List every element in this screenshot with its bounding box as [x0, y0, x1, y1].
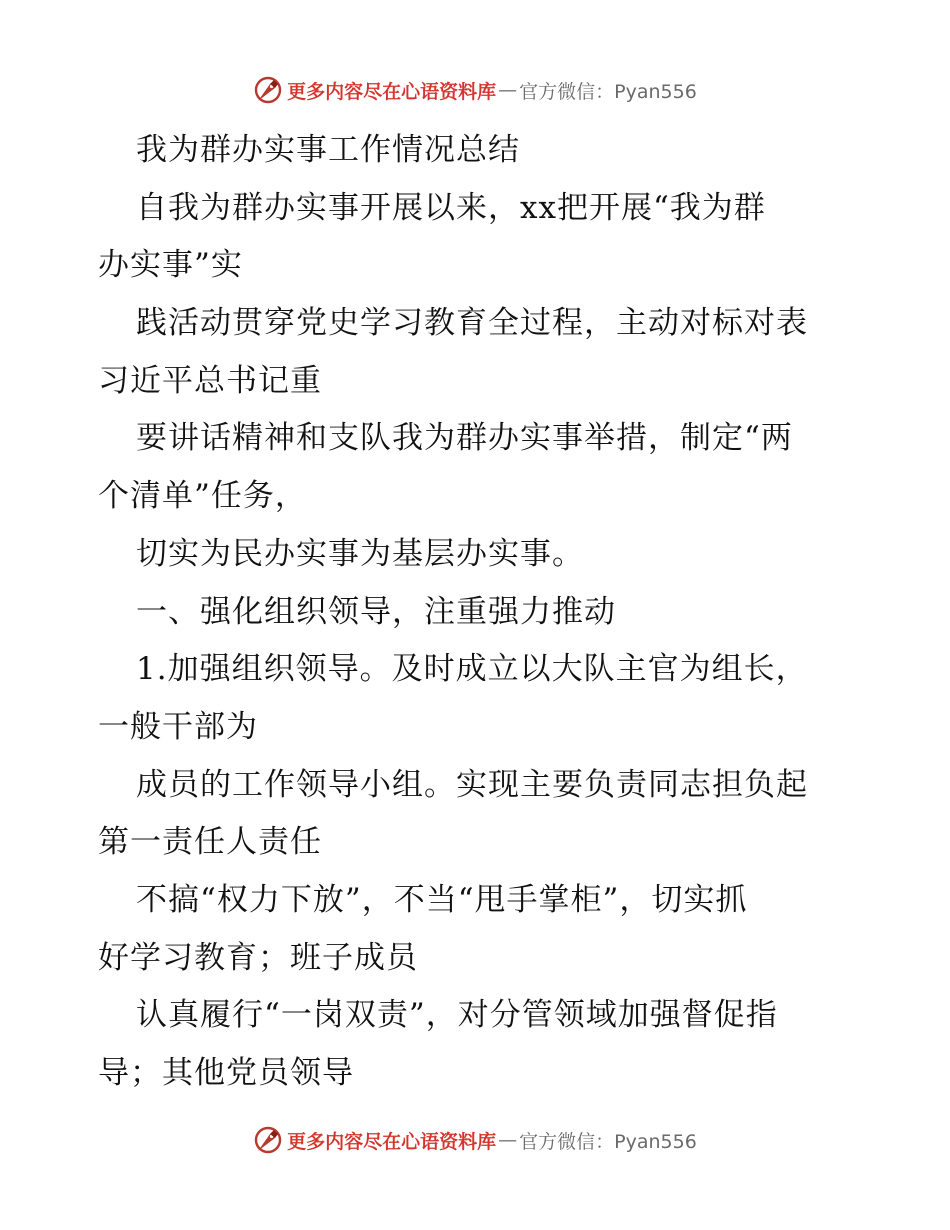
- banner-slogan: 更多内容尽在心语资料库: [287, 1130, 497, 1153]
- text-line: 一般干部为: [98, 708, 258, 745]
- text-line: 认真履行“一岗双责”，对分管领域加强督促指: [136, 997, 778, 1034]
- text-line: 第一责任人责任: [98, 824, 322, 861]
- text-line: 不搞“权力下放”，不当“甩手掌柜”，切实抓: [136, 881, 748, 918]
- text-line: 办实事”实: [98, 247, 243, 284]
- text-line: 个清单”任务，: [98, 478, 307, 515]
- banner-dash: —: [498, 1129, 518, 1151]
- pen-nib-circle-icon: [253, 75, 283, 105]
- banner-wechat: 官方微信：Pyan556: [519, 1130, 697, 1153]
- text-line: 习近平总书记重: [98, 362, 322, 399]
- document-body: [98, 122, 868, 1103]
- pen-nib-circle-icon: [253, 1125, 283, 1155]
- text-line: 导；其他党员领导: [98, 1055, 354, 1091]
- text-line: 要讲话精神和支队我为群办实事举措，制定“两: [136, 420, 793, 457]
- document-title: 我为群办实事工作情况总结: [136, 132, 520, 168]
- text-line: 成员的工作领导小组。实现主要负责同志担负起: [136, 766, 808, 803]
- text-line: 1.加强组织领导。及时成立以大队主官为组长，: [136, 651, 808, 688]
- banner-wechat: 官方微信：Pyan556: [519, 80, 697, 103]
- banner-dash: —: [498, 79, 518, 101]
- banner-slogan: 更多内容尽在心语资料库: [287, 80, 497, 103]
- text-line: 切实为民办实事为基层办实事。: [136, 535, 584, 572]
- section-heading: 一、强化组织领导，注重强力推动: [136, 593, 616, 630]
- text-line: 自我为群办实事开展以来，xx把开展“我为群: [136, 189, 766, 226]
- header-banner: [0, 70, 950, 110]
- footer-banner: [0, 1120, 950, 1160]
- text-line: 好学习教育；班子成员: [98, 939, 418, 976]
- text-line: 践活动贯穿党史学习教育全过程，主动对标对表: [136, 305, 808, 342]
